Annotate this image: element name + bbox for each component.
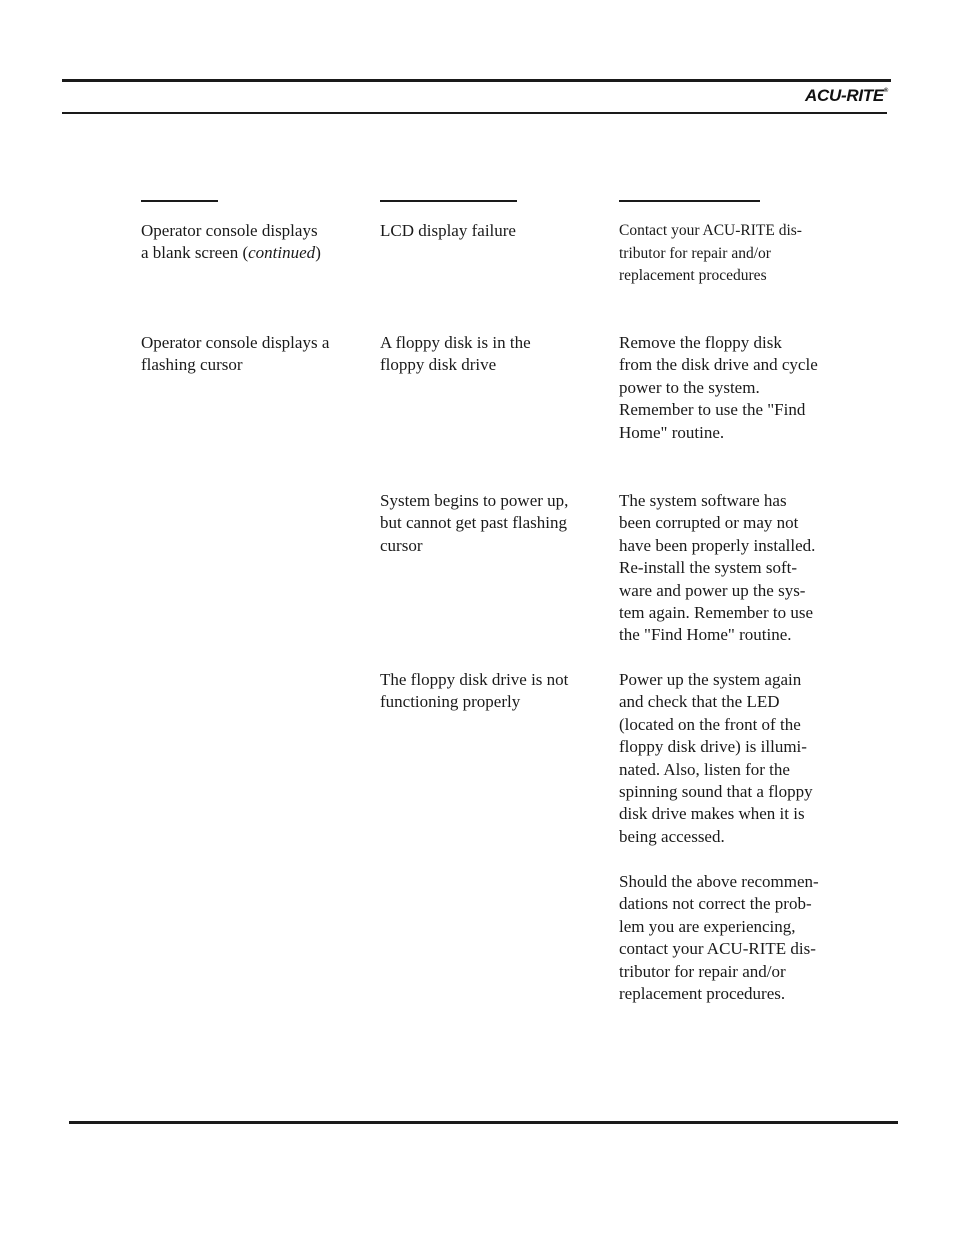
- problem-cell: Operator console displays a blank screen (continued): [141, 221, 321, 263]
- problem-cell: Operator console displays a flashing cursor: [141, 333, 330, 375]
- solution-cell: Remove the floppy disk from the disk drive and cycle power to the system. Remember to use the "Find Home" routine.: [619, 333, 818, 442]
- solution-cell: Power up the system again and check that the LED (located on the front of the floppy disk drive) is illumi- nated. Also, listen for the spinning sound that a floppy disk drive makes when it is being accessed.: [619, 670, 813, 846]
- cause-column-rule: [380, 200, 517, 202]
- solution-cell: Should the above recommen- dations not correct the prob- lem you are experiencing, contact your ACU-RITE dis- tributor for repair and/or replacement procedures.: [619, 872, 819, 1004]
- footer-rule: [69, 1121, 898, 1124]
- cause-cell: LCD display failure: [380, 221, 516, 240]
- solution-cell: Contact your ACU-RITE dis- tributor for repair and/or replacement procedures: [619, 222, 802, 285]
- cause-cell: The floppy disk drive is not functioning properly: [380, 670, 569, 712]
- header-rule-top: [62, 79, 891, 82]
- solution-cell: The system software has been corrupted or may not have been properly installed. Re-install the system soft- ware and power up the sys- tem again. Remember to use the "Find Home" routine.: [619, 491, 816, 645]
- problem-column-rule: [141, 200, 218, 202]
- header-rule-bottom: [62, 112, 887, 114]
- cause-cell: A floppy disk is in the floppy disk drive: [380, 333, 531, 375]
- cause-cell: System begins to power up, but cannot get past flashing cursor: [380, 491, 569, 555]
- acu-rite-logo: ACU-RITE®: [805, 86, 888, 105]
- solution-column-rule: [619, 200, 760, 202]
